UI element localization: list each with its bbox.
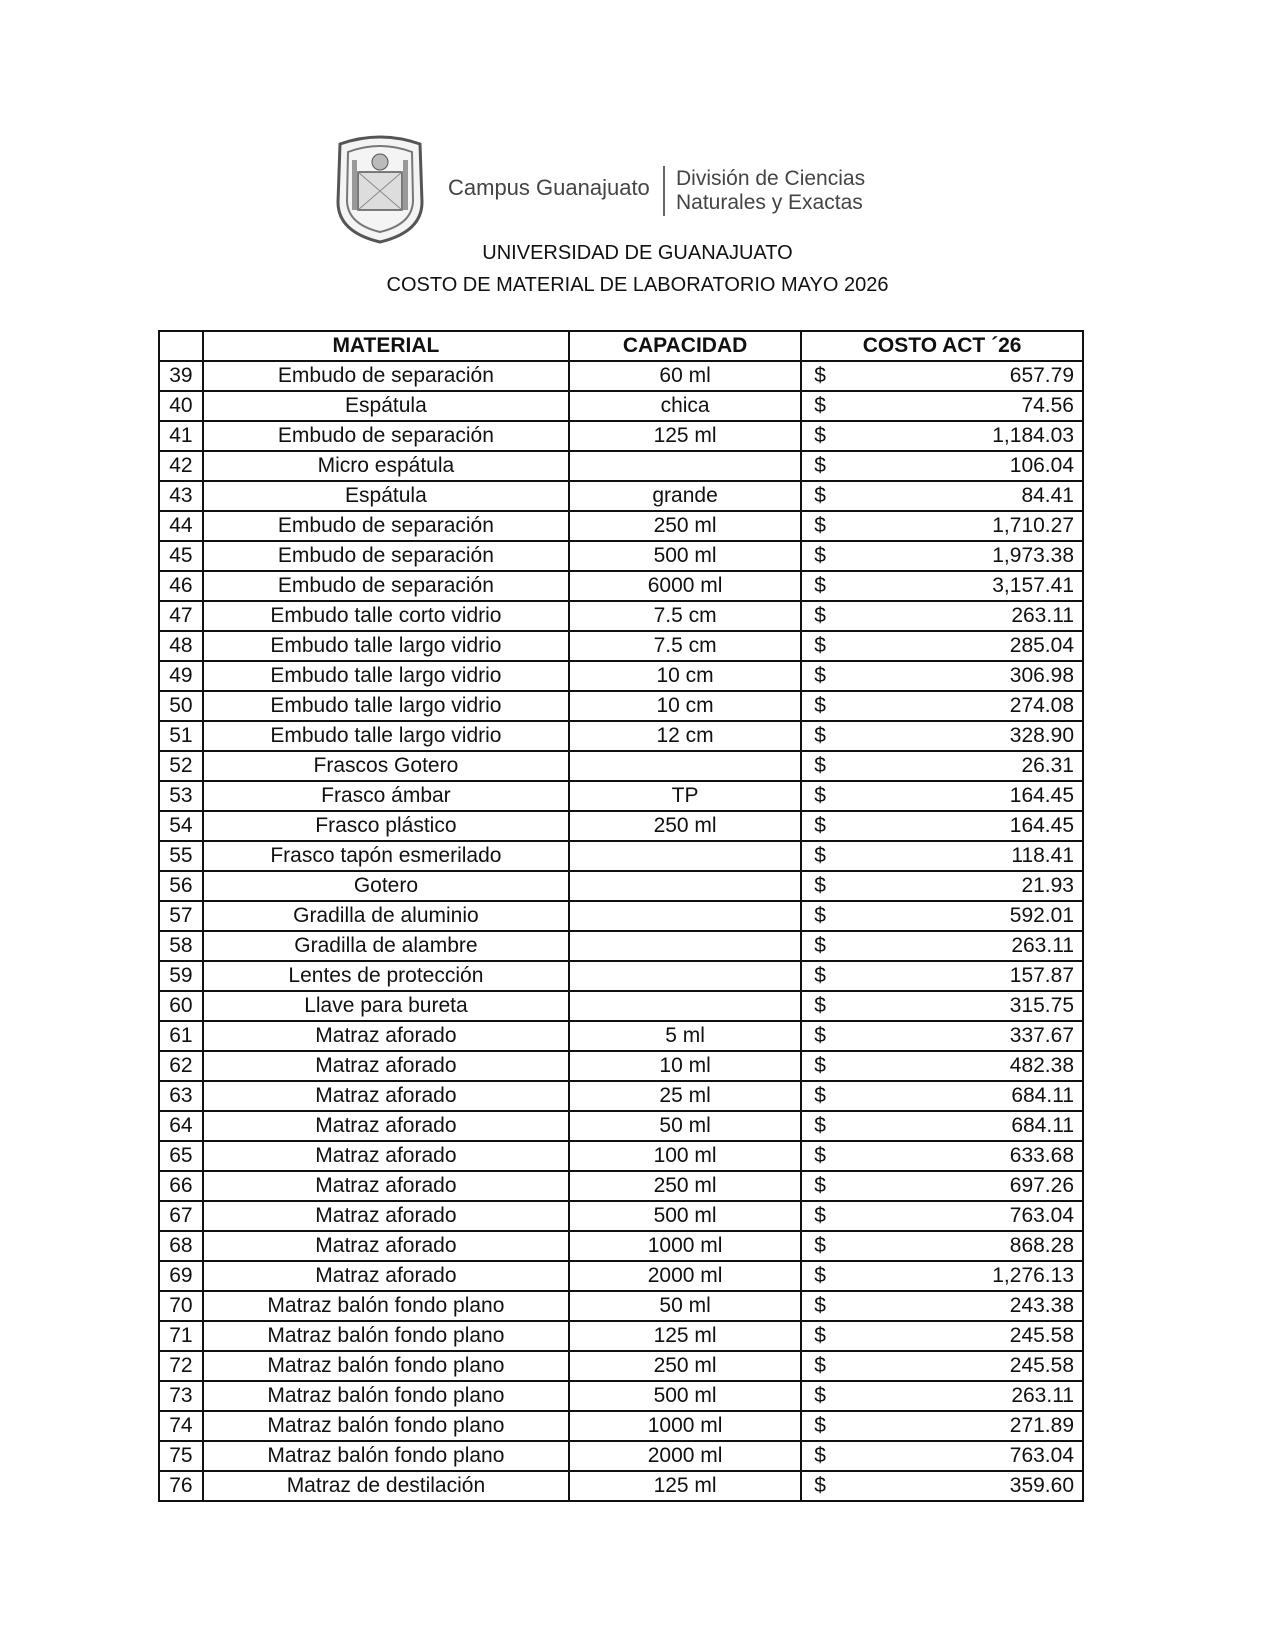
- material-cell: Frasco ámbar: [203, 781, 569, 811]
- table-row: [159, 1171, 1083, 1201]
- material-cell: Espátula: [203, 481, 569, 511]
- currency-symbol: $: [814, 784, 826, 807]
- capacidad-cell: 125 ml: [569, 1321, 801, 1351]
- currency-symbol: $: [814, 364, 826, 387]
- header-capacidad: CAPACIDAD: [569, 331, 801, 361]
- currency-symbol: $: [814, 904, 826, 927]
- row-number: 68: [159, 1231, 203, 1261]
- capacidad-cell: 10 ml: [569, 1051, 801, 1081]
- row-number: 53: [159, 781, 203, 811]
- material-cell: Matraz balón fondo plano: [203, 1351, 569, 1381]
- cost-value: 763.04: [1009, 1204, 1074, 1227]
- currency-symbol: $: [814, 1234, 826, 1257]
- table-row: [159, 931, 1083, 961]
- currency-symbol: $: [814, 634, 826, 657]
- table-row: [159, 451, 1083, 481]
- currency-symbol: $: [814, 994, 826, 1017]
- row-number: 43: [159, 481, 203, 511]
- cost-value: 868.28: [1009, 1234, 1074, 1257]
- capacidad-cell: 250 ml: [569, 1171, 801, 1201]
- currency-symbol: $: [814, 1444, 826, 1467]
- row-number: 50: [159, 691, 203, 721]
- capacidad-cell: chica: [569, 391, 801, 421]
- capacidad-cell: 1000 ml: [569, 1231, 801, 1261]
- table-row: [159, 1231, 1083, 1261]
- material-cell: Matraz aforado: [203, 1201, 569, 1231]
- currency-symbol: $: [814, 724, 826, 747]
- material-cell: Matraz aforado: [203, 1171, 569, 1201]
- division-label: [676, 167, 865, 215]
- table-row: [159, 361, 1083, 391]
- cost-value: 21.93: [1021, 874, 1074, 897]
- costo-cell: [801, 1441, 1083, 1471]
- material-cell: Matraz de destilación: [203, 1471, 569, 1501]
- material-cell: Matraz balón fondo plano: [203, 1381, 569, 1411]
- capacidad-cell: 7.5 cm: [569, 631, 801, 661]
- capacidad-cell: [569, 931, 801, 961]
- table-row: [159, 1201, 1083, 1231]
- costo-cell: [801, 391, 1083, 421]
- table-row: [159, 601, 1083, 631]
- table-row: [159, 1081, 1083, 1111]
- costo-cell: [801, 631, 1083, 661]
- capacidad-cell: 250 ml: [569, 1351, 801, 1381]
- currency-symbol: $: [814, 1264, 826, 1287]
- university-seal-icon: [330, 132, 430, 244]
- cost-value: 1,276.13: [992, 1264, 1074, 1287]
- cost-value: 337.67: [1009, 1024, 1074, 1047]
- capacidad-cell: 60 ml: [569, 361, 801, 391]
- header-costo: COSTO ACT ´26: [801, 331, 1083, 361]
- capacidad-cell: [569, 841, 801, 871]
- table-row: [159, 991, 1083, 1021]
- cost-value: 263.11: [1011, 1384, 1074, 1407]
- row-number: 56: [159, 871, 203, 901]
- cost-value: 657.79: [1009, 364, 1074, 387]
- row-number: 45: [159, 541, 203, 571]
- costo-cell: [801, 1171, 1083, 1201]
- cost-value: 243.38: [1009, 1294, 1074, 1317]
- costo-cell: [801, 361, 1083, 391]
- cost-value: 684.11: [1011, 1084, 1074, 1107]
- costo-cell: [801, 1351, 1083, 1381]
- costo-cell: [801, 661, 1083, 691]
- cost-value: 164.45: [1009, 784, 1074, 807]
- cost-value: 285.04: [1009, 634, 1074, 657]
- row-number: 73: [159, 1381, 203, 1411]
- material-cell: Embudo de separación: [203, 571, 569, 601]
- material-cell: Gradilla de aluminio: [203, 901, 569, 931]
- table-row: [159, 751, 1083, 781]
- material-cell: Micro espátula: [203, 451, 569, 481]
- row-number: 63: [159, 1081, 203, 1111]
- costo-cell: [801, 1111, 1083, 1141]
- capacidad-cell: 6000 ml: [569, 571, 801, 601]
- material-cell: Matraz balón fondo plano: [203, 1321, 569, 1351]
- cost-value: 633.68: [1009, 1144, 1074, 1167]
- costo-cell: [801, 691, 1083, 721]
- material-cell: Matraz aforado: [203, 1261, 569, 1291]
- currency-symbol: $: [814, 544, 826, 567]
- row-number: 57: [159, 901, 203, 931]
- capacidad-cell: 10 cm: [569, 661, 801, 691]
- costo-cell: [801, 931, 1083, 961]
- row-number: 40: [159, 391, 203, 421]
- capacidad-cell: [569, 751, 801, 781]
- table-row: [159, 841, 1083, 871]
- cost-value: 263.11: [1011, 934, 1074, 957]
- table-row: [159, 571, 1083, 601]
- row-number: 47: [159, 601, 203, 631]
- costo-cell: [801, 871, 1083, 901]
- row-number: 48: [159, 631, 203, 661]
- capacidad-cell: 250 ml: [569, 511, 801, 541]
- cost-value: 118.41: [1011, 844, 1074, 867]
- cost-value: 359.60: [1009, 1474, 1074, 1497]
- currency-symbol: $: [814, 964, 826, 987]
- row-number: 71: [159, 1321, 203, 1351]
- currency-symbol: $: [814, 1354, 826, 1377]
- capacidad-cell: 500 ml: [569, 541, 801, 571]
- currency-symbol: $: [814, 1324, 826, 1347]
- currency-symbol: $: [814, 514, 826, 537]
- costo-cell: [801, 1381, 1083, 1411]
- table-row: [159, 1111, 1083, 1141]
- cost-value: 263.11: [1011, 604, 1074, 627]
- material-cell: Embudo talle largo vidrio: [203, 721, 569, 751]
- currency-symbol: $: [814, 1204, 826, 1227]
- costo-cell: [801, 841, 1083, 871]
- costo-cell: [801, 1321, 1083, 1351]
- division-line-1: División de Ciencias: [676, 167, 866, 190]
- division-line-2: Naturales y Exactas: [676, 191, 863, 214]
- material-cell: Embudo de separación: [203, 511, 569, 541]
- cost-value: 74.56: [1021, 394, 1074, 417]
- cost-value: 1,973.38: [992, 544, 1074, 567]
- capacidad-cell: 25 ml: [569, 1081, 801, 1111]
- currency-symbol: $: [814, 664, 826, 687]
- costo-cell: [801, 721, 1083, 751]
- row-number: 39: [159, 361, 203, 391]
- cost-table: [158, 330, 1084, 1502]
- material-cell: Frascos Gotero: [203, 751, 569, 781]
- costo-cell: [801, 1261, 1083, 1291]
- row-number: 66: [159, 1171, 203, 1201]
- row-number: 46: [159, 571, 203, 601]
- cost-value: 315.75: [1009, 994, 1074, 1017]
- cost-value: 1,710.27: [992, 514, 1074, 537]
- table-row: [159, 721, 1083, 751]
- cost-value: 106.04: [1009, 454, 1074, 477]
- table-row: [159, 1411, 1083, 1441]
- capacidad-cell: 50 ml: [569, 1291, 801, 1321]
- table-header-row: [159, 331, 1083, 361]
- material-cell: Lentes de protección: [203, 961, 569, 991]
- row-number: 41: [159, 421, 203, 451]
- capacidad-cell: grande: [569, 481, 801, 511]
- row-number: 55: [159, 841, 203, 871]
- row-number: 69: [159, 1261, 203, 1291]
- material-cell: Embudo de separación: [203, 541, 569, 571]
- cost-value: 245.58: [1009, 1324, 1074, 1347]
- costo-cell: [801, 901, 1083, 931]
- table-row: [159, 541, 1083, 571]
- costo-cell: [801, 781, 1083, 811]
- cost-value: 684.11: [1011, 1114, 1074, 1137]
- row-number: 76: [159, 1471, 203, 1501]
- table-row: [159, 781, 1083, 811]
- cost-value: 26.31: [1021, 754, 1074, 777]
- cost-value: 245.58: [1009, 1354, 1074, 1377]
- capacidad-cell: 250 ml: [569, 811, 801, 841]
- capacidad-cell: 100 ml: [569, 1141, 801, 1171]
- capacidad-cell: 500 ml: [569, 1381, 801, 1411]
- capacidad-cell: 125 ml: [569, 421, 801, 451]
- material-cell: Matraz aforado: [203, 1231, 569, 1261]
- costo-cell: [801, 1051, 1083, 1081]
- material-cell: Frasco tapón esmerilado: [203, 841, 569, 871]
- cost-value: 157.87: [1009, 964, 1074, 987]
- material-cell: Gradilla de alambre: [203, 931, 569, 961]
- table-row: [159, 1441, 1083, 1471]
- document-title: UNIVERSIDAD DE GUANAJUATO: [482, 242, 793, 264]
- material-cell: Matraz balón fondo plano: [203, 1441, 569, 1471]
- costo-cell: [801, 1201, 1083, 1231]
- costo-cell: [801, 751, 1083, 781]
- capacidad-cell: 10 cm: [569, 691, 801, 721]
- table-row: [159, 631, 1083, 661]
- currency-symbol: $: [814, 934, 826, 957]
- capacidad-cell: [569, 871, 801, 901]
- cost-value: 328.90: [1009, 724, 1074, 747]
- costo-cell: [801, 961, 1083, 991]
- material-cell: Embudo talle corto vidrio: [203, 601, 569, 631]
- costo-cell: [801, 811, 1083, 841]
- table-row: [159, 1291, 1083, 1321]
- table-row: [159, 1051, 1083, 1081]
- material-cell: Matraz aforado: [203, 1021, 569, 1051]
- table-row: [159, 1381, 1083, 1411]
- cost-value: 271.89: [1009, 1414, 1074, 1437]
- header-divider: [663, 166, 665, 216]
- material-cell: Embudo talle largo vidrio: [203, 631, 569, 661]
- material-cell: Embudo talle largo vidrio: [203, 691, 569, 721]
- currency-symbol: $: [814, 1474, 826, 1497]
- cost-value: 763.04: [1009, 1444, 1074, 1467]
- header-number: [159, 331, 203, 361]
- costo-cell: [801, 1021, 1083, 1051]
- cost-value: 592.01: [1009, 904, 1074, 927]
- row-number: 51: [159, 721, 203, 751]
- currency-symbol: $: [814, 814, 826, 837]
- currency-symbol: $: [814, 1114, 826, 1137]
- table-row: [159, 1351, 1083, 1381]
- row-number: 58: [159, 931, 203, 961]
- table-row: [159, 391, 1083, 421]
- currency-symbol: $: [814, 1084, 826, 1107]
- costo-cell: [801, 1141, 1083, 1171]
- costo-cell: [801, 1081, 1083, 1111]
- costo-cell: [801, 451, 1083, 481]
- table-row: [159, 421, 1083, 451]
- row-number: 52: [159, 751, 203, 781]
- currency-symbol: $: [814, 1414, 826, 1437]
- currency-symbol: $: [814, 484, 826, 507]
- costo-cell: [801, 1231, 1083, 1261]
- table-row: [159, 1141, 1083, 1171]
- cost-value: 697.26: [1009, 1174, 1074, 1197]
- row-number: 62: [159, 1051, 203, 1081]
- currency-symbol: $: [814, 874, 826, 897]
- capacidad-cell: 500 ml: [569, 1201, 801, 1231]
- currency-symbol: $: [814, 1294, 826, 1317]
- table-row: [159, 961, 1083, 991]
- cost-value: 306.98: [1009, 664, 1074, 687]
- costo-cell: [801, 991, 1083, 1021]
- currency-symbol: $: [814, 1174, 826, 1197]
- cost-value: 274.08: [1009, 694, 1074, 717]
- currency-symbol: $: [814, 394, 826, 417]
- row-number: 60: [159, 991, 203, 1021]
- row-number: 61: [159, 1021, 203, 1051]
- row-number: 42: [159, 451, 203, 481]
- currency-symbol: $: [814, 454, 826, 477]
- row-number: 54: [159, 811, 203, 841]
- currency-symbol: $: [814, 754, 826, 777]
- cost-value: 482.38: [1009, 1054, 1074, 1077]
- table-row: [159, 871, 1083, 901]
- table-row: [159, 1021, 1083, 1051]
- material-cell: Matraz balón fondo plano: [203, 1291, 569, 1321]
- row-number: 70: [159, 1291, 203, 1321]
- cost-value: 84.41: [1021, 484, 1074, 507]
- costo-cell: [801, 1471, 1083, 1501]
- costo-cell: [801, 1291, 1083, 1321]
- material-cell: Matraz aforado: [203, 1141, 569, 1171]
- material-cell: Embudo talle largo vidrio: [203, 661, 569, 691]
- table-row: [159, 901, 1083, 931]
- row-number: 64: [159, 1111, 203, 1141]
- material-cell: Matraz aforado: [203, 1111, 569, 1141]
- table-row: [159, 811, 1083, 841]
- table-row: [159, 511, 1083, 541]
- capacidad-cell: 50 ml: [569, 1111, 801, 1141]
- material-cell: Matraz balón fondo plano: [203, 1411, 569, 1441]
- capacidad-cell: [569, 991, 801, 1021]
- costo-cell: [801, 421, 1083, 451]
- currency-symbol: $: [814, 844, 826, 867]
- capacidad-cell: [569, 901, 801, 931]
- material-cell: Frasco plástico: [203, 811, 569, 841]
- document-subtitle: COSTO DE MATERIAL DE LABORATORIO MAYO 2026: [386, 274, 889, 296]
- table-row: [159, 1261, 1083, 1291]
- table-row: [159, 1471, 1083, 1501]
- capacidad-cell: 12 cm: [569, 721, 801, 751]
- row-number: 65: [159, 1141, 203, 1171]
- row-number: 72: [159, 1351, 203, 1381]
- material-cell: Matraz aforado: [203, 1081, 569, 1111]
- row-number: 75: [159, 1441, 203, 1471]
- costo-cell: [801, 481, 1083, 511]
- material-cell: Matraz aforado: [203, 1051, 569, 1081]
- table-row: [159, 481, 1083, 511]
- capacidad-cell: 5 ml: [569, 1021, 801, 1051]
- currency-symbol: $: [814, 424, 826, 447]
- header-material: MATERIAL: [203, 331, 569, 361]
- costo-cell: [801, 511, 1083, 541]
- cost-value: 1,184.03: [992, 424, 1074, 447]
- currency-symbol: $: [814, 1384, 826, 1407]
- costo-cell: [801, 541, 1083, 571]
- table-row: [159, 661, 1083, 691]
- material-cell: Gotero: [203, 871, 569, 901]
- row-number: 67: [159, 1201, 203, 1231]
- capacidad-cell: 1000 ml: [569, 1411, 801, 1441]
- material-cell: Embudo de separación: [203, 421, 569, 451]
- row-number: 59: [159, 961, 203, 991]
- costo-cell: [801, 1411, 1083, 1441]
- currency-symbol: $: [814, 574, 826, 597]
- row-number: 74: [159, 1411, 203, 1441]
- capacidad-cell: 7.5 cm: [569, 601, 801, 631]
- costo-cell: [801, 571, 1083, 601]
- table-row: [159, 1321, 1083, 1351]
- capacidad-cell: 2000 ml: [569, 1261, 801, 1291]
- currency-symbol: $: [814, 694, 826, 717]
- material-cell: Espátula: [203, 391, 569, 421]
- costo-cell: [801, 601, 1083, 631]
- row-number: 49: [159, 661, 203, 691]
- campus-label: Campus Guanajuato: [448, 175, 650, 200]
- capacidad-cell: 2000 ml: [569, 1441, 801, 1471]
- capacidad-cell: [569, 451, 801, 481]
- cost-value: 3,157.41: [992, 574, 1074, 597]
- cost-value: 164.45: [1009, 814, 1074, 837]
- currency-symbol: $: [814, 604, 826, 627]
- currency-symbol: $: [814, 1144, 826, 1167]
- header-logo: [330, 132, 890, 247]
- currency-symbol: $: [814, 1024, 826, 1047]
- material-cell: Llave para bureta: [203, 991, 569, 1021]
- currency-symbol: $: [814, 1054, 826, 1077]
- capacidad-cell: TP: [569, 781, 801, 811]
- table-row: [159, 691, 1083, 721]
- row-number: 44: [159, 511, 203, 541]
- capacidad-cell: 125 ml: [569, 1471, 801, 1501]
- capacidad-cell: [569, 961, 801, 991]
- material-cell: Embudo de separación: [203, 361, 569, 391]
